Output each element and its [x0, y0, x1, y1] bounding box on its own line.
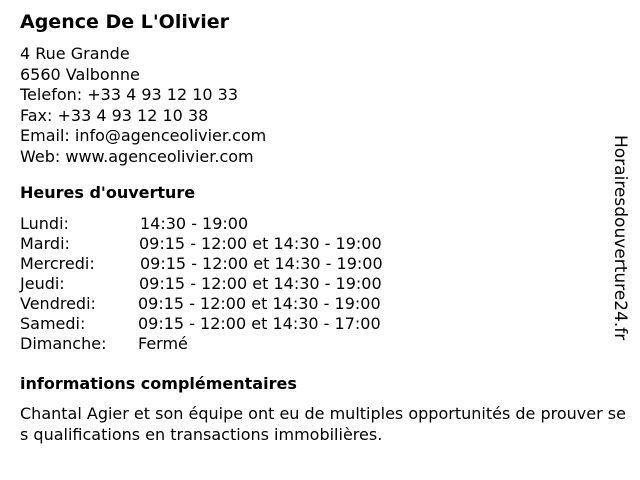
time-range: 09:15 - 12:00 et 14:30 - 19:00 [139, 234, 382, 253]
street-address: 4 Rue Grande [20, 44, 130, 63]
opening-hours-heading: Heures d'ouverture [20, 183, 196, 202]
time-range: 09:15 - 12:00 et 14:30 - 17:00 [138, 314, 381, 333]
site-watermark [608, 135, 632, 345]
fax-number: Fax: +33 4 93 12 10 38 [20, 105, 209, 125]
time-range: 09:15 - 12:00 et 14:30 - 19:00 [140, 254, 383, 273]
day-label: Jeudi: [20, 274, 65, 293]
day-label: Mardi: [20, 234, 70, 253]
contact-block [20, 44, 266, 168]
day-label: Lundi: [20, 214, 69, 233]
day-label: Mercredi: [20, 254, 95, 273]
agency-name: Agence De L'Olivier [20, 11, 230, 33]
email-address: Email: info@agenceolivier.com [20, 126, 267, 146]
time-range: 14:30 - 19:00 [140, 214, 249, 233]
watermark-text: Horairesdouverture24.fr [610, 135, 630, 341]
city-address: 6560 Valbonne [20, 64, 140, 84]
day-label: Dimanche: [20, 334, 107, 353]
phone-number: Telefon: +33 4 93 12 10 33 [20, 85, 239, 105]
website-address: Web: www.agenceolivier.com [20, 146, 254, 166]
additional-info-text: Chantal Agier et son équipe ont eu de multiples opportunités de prouver ses qualifications en transactions immobilières. [20, 404, 626, 444]
day-label: Vendredi: [20, 294, 96, 313]
additional-info-heading: informations complémentaires [20, 374, 297, 393]
day-label: Samedi: [20, 314, 86, 333]
time-range: 09:15 - 12:00 et 14:30 - 19:00 [139, 274, 382, 293]
time-range: 09:15 - 12:00 et 14:30 - 19:00 [138, 294, 381, 313]
time-range: Fermé [138, 334, 188, 353]
